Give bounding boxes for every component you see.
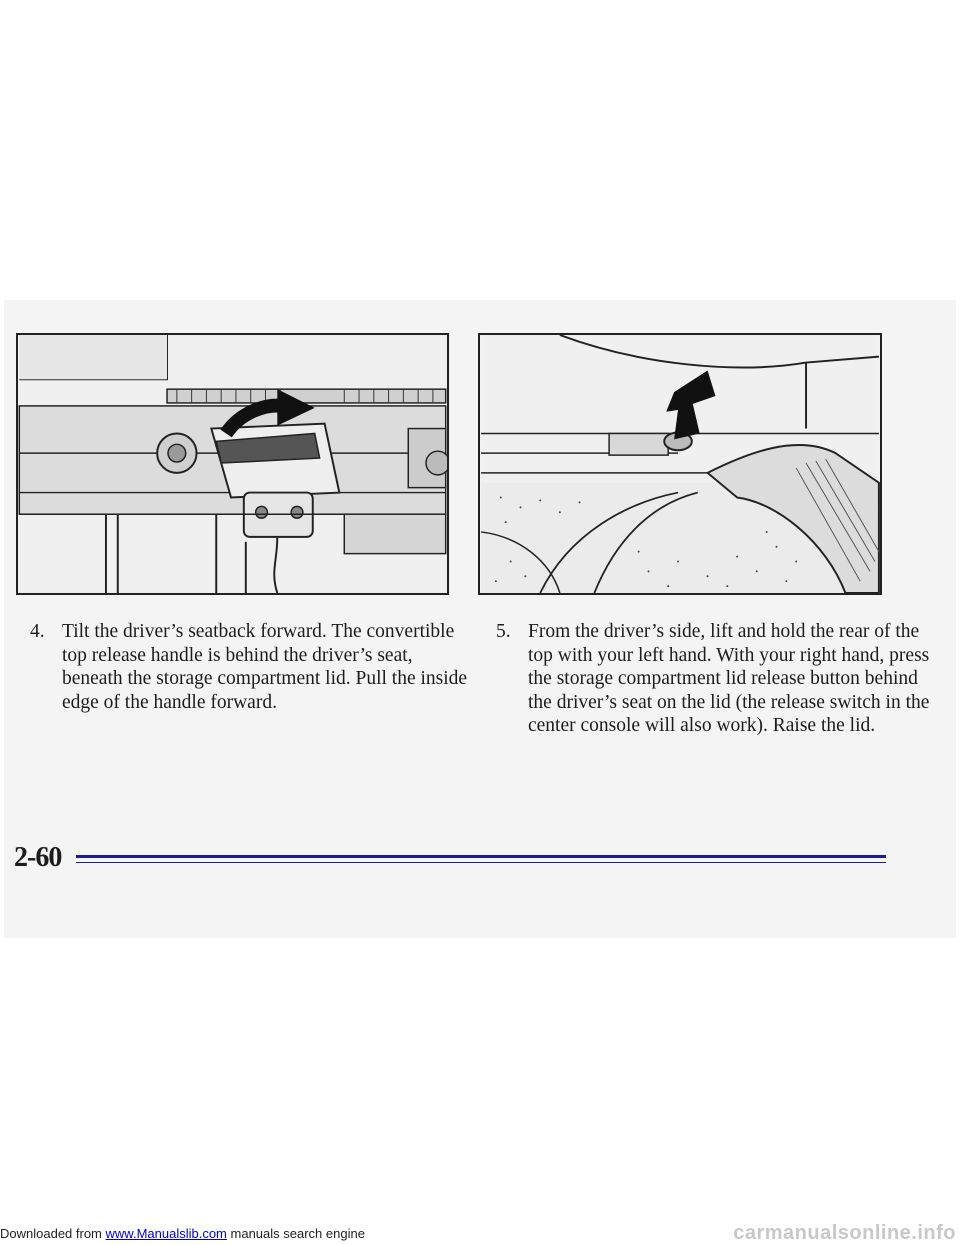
step-4 xyxy=(30,620,470,714)
step-5 xyxy=(496,620,936,738)
step-number: 4. xyxy=(30,621,45,642)
watermark: carmanualsonline.info xyxy=(733,1222,956,1244)
page-number: 2-60 xyxy=(14,842,62,873)
manualslib-link[interactable]: www.Manualslib.com xyxy=(105,1226,227,1241)
figure-release-handle xyxy=(16,333,449,595)
page-rule-thin xyxy=(76,862,886,863)
step-text: From the driver’s side, lift and hold the rear of the top with your left hand. With your right hand, press the storage compartment lid release button behind the driver’s seat on the lid (the release switch in the center console will also work). Raise the lid. xyxy=(528,621,930,736)
release-handle-drawing xyxy=(18,335,447,593)
footer-prefix: Downloaded from xyxy=(0,1226,102,1241)
download-footer xyxy=(0,1226,365,1241)
step-number: 5. xyxy=(496,621,511,642)
manual-page xyxy=(4,300,956,938)
page-rule xyxy=(76,855,886,858)
step-text: Tilt the driver’s seatback forward. The convertible top release handle is behind the driver’s seat, beneath the storage compartment lid. Pull the inside edge of the handle forward. xyxy=(62,621,468,713)
lid-release-drawing xyxy=(480,335,880,593)
footer-suffix: manuals search engine xyxy=(230,1226,365,1241)
figure-lid-release-button xyxy=(478,333,882,595)
